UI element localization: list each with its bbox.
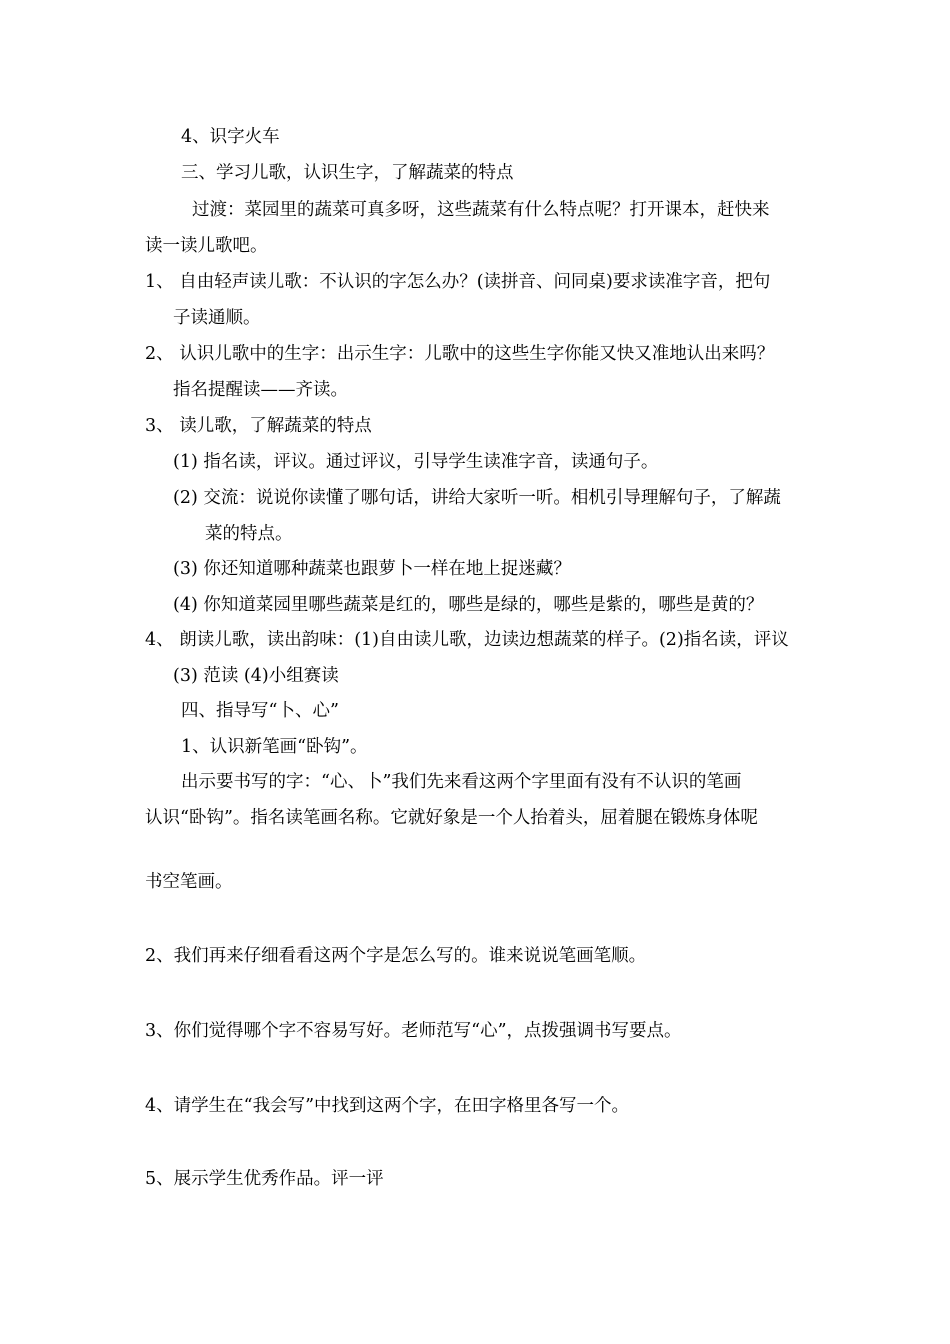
sub-list-item: (2) 交流：说说你读懂了哪句话，讲给大家听一听。相机引导理解句子，了解蔬 <box>173 488 781 508</box>
text-line: 4、识字火车 <box>181 127 280 147</box>
text-line: 子读通顺。 <box>173 308 261 328</box>
sub-list-item: (1) 指名读，评议。通过评议，引导学生读准字音，读通句子。 <box>173 452 659 472</box>
sub-list-item: (4) 你知道菜园里哪些蔬菜是红的，哪些是绿的，哪些是紫的，哪些是黄的？ <box>173 595 764 615</box>
list-item: 4、 朗读儿歌，读出韵味：(1)自由读儿歌，边读边想蔬菜的样子。(2)指名读，评议 <box>145 630 789 650</box>
text-line: 出示要书写的字：“心、卜”我们先来看这两个字里面有没有不认识的笔画 <box>181 772 742 792</box>
text-line: 1、认识新笔画“卧钩”。 <box>181 737 368 757</box>
text-line: 认识“卧钩”。指名读笔画名称。它就好象是一个人抬着头，屈着腿在锻炼身体呢 <box>145 808 758 828</box>
text-line: 过渡：菜园里的蔬菜可真多呀，这些蔬菜有什么特点呢？打开课本，赶快来 <box>192 200 770 220</box>
section-heading: 三、学习儿歌，认识生字，了解蔬菜的特点 <box>181 163 514 183</box>
sub-list-item: (3) 你还知道哪种蔬菜也跟萝卜一样在地上捉迷藏？ <box>173 559 571 579</box>
list-item: 2、 认识儿歌中的生字：出示生字：儿歌中的这些生字你能又快又准地认出来吗？ <box>145 344 775 364</box>
text-line: 2、我们再来仔细看看这两个字是怎么写的。谁来说说笔画笔顺。 <box>145 946 647 966</box>
section-heading: 四、指导写“卜、心” <box>181 701 339 721</box>
text-line: 3、你们觉得哪个字不容易写好。老师范写“心”，点拨强调书写要点。 <box>145 1021 682 1041</box>
list-item: 3、 读儿歌，了解蔬菜的特点 <box>145 416 372 436</box>
text-line: 菜的特点。 <box>205 524 293 544</box>
text-line: 读一读儿歌吧。 <box>145 236 268 256</box>
text-line: 5、展示学生优秀作品。评一评 <box>145 1169 384 1189</box>
text-line: 4、请学生在“我会写”中找到这两个字，在田字格里各写一个。 <box>145 1096 630 1116</box>
text-line: (3) 范读 (4)小组赛读 <box>173 666 339 686</box>
text-line: 书空笔画。 <box>145 872 233 892</box>
text-line: 指名提醒读——齐读。 <box>173 380 348 400</box>
list-item: 1、 自由轻声读儿歌：不认识的字怎么办？(读拼音、问同桌)要求读准字音，把句 <box>145 272 771 292</box>
